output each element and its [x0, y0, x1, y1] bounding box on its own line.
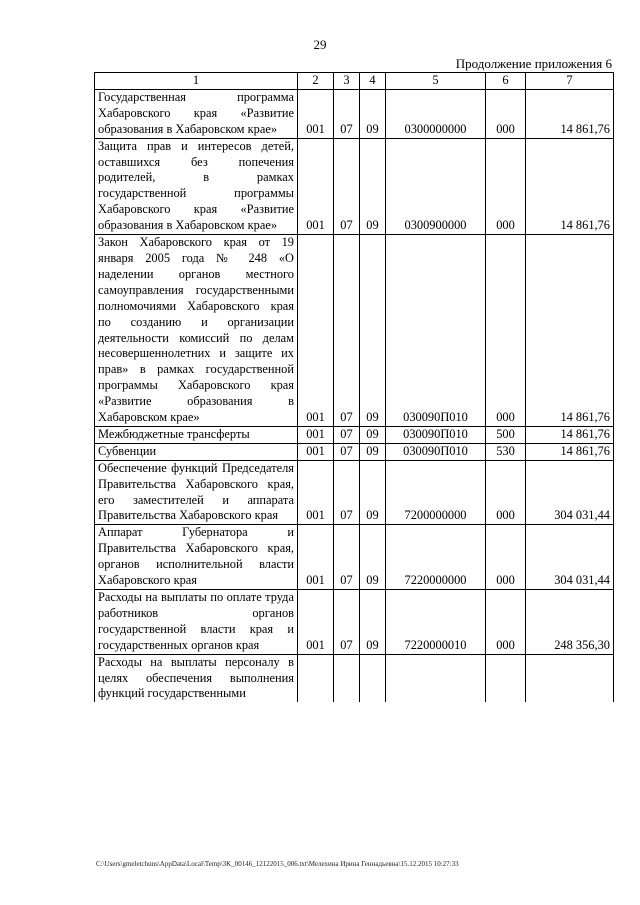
row-col-6: 000 [486, 460, 526, 525]
row-col-4: 09 [360, 138, 386, 234]
footer-file-path: C:\Users\gmeletchuns\AppData\Local\Temp\3K_00146_12122015_006.txt\Мелехина Ирина Геннадьевна\15.12.2015 10:27:33 [96, 860, 459, 868]
row-col-3: 07 [334, 89, 360, 138]
row-col-5: 0300900000 [386, 138, 486, 234]
row-amount: 304 031,44 [526, 460, 614, 525]
row-col-4: 09 [360, 525, 386, 590]
row-col-2: 001 [298, 138, 334, 234]
row-col-5: 030090П010 [386, 443, 486, 460]
table-row [95, 426, 614, 443]
row-col-3: 07 [334, 235, 360, 427]
col-header-4: 4 [360, 73, 386, 90]
row-amount: 14 861,76 [526, 443, 614, 460]
row-description: Субвенции [95, 443, 298, 460]
table-row [95, 138, 614, 234]
row-col-4: 09 [360, 590, 386, 655]
table-row [95, 89, 614, 138]
col-header-7: 7 [526, 73, 614, 90]
row-col-3: 07 [334, 460, 360, 525]
row-col-4: 09 [360, 235, 386, 427]
row-description: Аппарат Губернатора и Правительства Хабаровского края, органов исполнительной власти Хабаровского края [95, 525, 298, 590]
row-amount: 14 861,76 [526, 426, 614, 443]
row-col-5: 7220000010 [386, 590, 486, 655]
row-col-2 [298, 654, 334, 702]
budget-table [94, 72, 614, 702]
col-header-6: 6 [486, 73, 526, 90]
row-description: Расходы на выплаты по оплате труда работников органов государственной власти края и государственных органов края [95, 590, 298, 655]
row-col-4 [360, 654, 386, 702]
row-col-3: 07 [334, 525, 360, 590]
row-col-6: 000 [486, 235, 526, 427]
row-col-6: 530 [486, 443, 526, 460]
row-col-5: 0300000000 [386, 89, 486, 138]
row-description: Расходы на выплаты персоналу в целях обеспечения выполнения функций государственными [95, 654, 298, 702]
table-row [95, 443, 614, 460]
row-col-2: 001 [298, 590, 334, 655]
row-col-6: 000 [486, 590, 526, 655]
row-col-3: 07 [334, 426, 360, 443]
row-col-3: 07 [334, 590, 360, 655]
row-col-3: 07 [334, 138, 360, 234]
table-row [95, 235, 614, 427]
row-col-2: 001 [298, 235, 334, 427]
row-col-5: 7220000000 [386, 525, 486, 590]
row-amount: 248 356,30 [526, 590, 614, 655]
table-row [95, 654, 614, 702]
header-row [95, 73, 614, 90]
row-col-4: 09 [360, 443, 386, 460]
row-description: Защита прав и интересов детей, оставшихся без попечения родителей, в рамках государственной программы Хабаровского края «Развитие образования в Хабаровском крае» [95, 138, 298, 234]
row-col-3 [334, 654, 360, 702]
row-amount: 14 861,76 [526, 89, 614, 138]
row-amount [526, 654, 614, 702]
row-col-6: 000 [486, 525, 526, 590]
row-description: Государственная программа Хабаровского края «Развитие образования в Хабаровском крае» [95, 89, 298, 138]
row-col-3: 07 [334, 443, 360, 460]
col-header-1: 1 [95, 73, 298, 90]
row-amount: 14 861,76 [526, 138, 614, 234]
row-col-6: 000 [486, 89, 526, 138]
row-col-5: 030090П010 [386, 235, 486, 427]
table-row [95, 460, 614, 525]
row-col-6: 000 [486, 138, 526, 234]
continuation-label: Продолжение приложения 6 [455, 56, 612, 71]
row-col-5: 030090П010 [386, 426, 486, 443]
row-col-2: 001 [298, 460, 334, 525]
row-amount: 304 031,44 [526, 525, 614, 590]
row-col-2: 001 [298, 443, 334, 460]
row-description: Обеспечение функций Председателя Правительства Хабаровского края, его заместителей и аппарата Правительства Хабаровского края [95, 460, 298, 525]
row-col-4: 09 [360, 460, 386, 525]
row-col-5: 7200000000 [386, 460, 486, 525]
row-amount: 14 861,76 [526, 235, 614, 427]
row-col-2: 001 [298, 89, 334, 138]
row-description: Закон Хабаровского края от 19 января 2005 года № 248 «О наделении органов местного самоуправления государственными полномочиями Хабаровского края по созданию и организации деятельности комиссий по делам несовершеннолетних и защите их прав» в рамках государственной программы Хабаровского края «Развитие образования в Хабаровском крае» [95, 235, 298, 427]
row-col-4: 09 [360, 89, 386, 138]
row-col-2: 001 [298, 525, 334, 590]
row-description: Межбюджетные трансферты [95, 426, 298, 443]
table-row [95, 525, 614, 590]
col-header-3: 3 [334, 73, 360, 90]
row-col-4: 09 [360, 426, 386, 443]
col-header-2: 2 [298, 73, 334, 90]
row-col-5 [386, 654, 486, 702]
col-header-5: 5 [386, 73, 486, 90]
row-col-6: 500 [486, 426, 526, 443]
table-row [95, 590, 614, 655]
page-number: 29 [313, 37, 327, 52]
row-col-6 [486, 654, 526, 702]
row-col-2: 001 [298, 426, 334, 443]
